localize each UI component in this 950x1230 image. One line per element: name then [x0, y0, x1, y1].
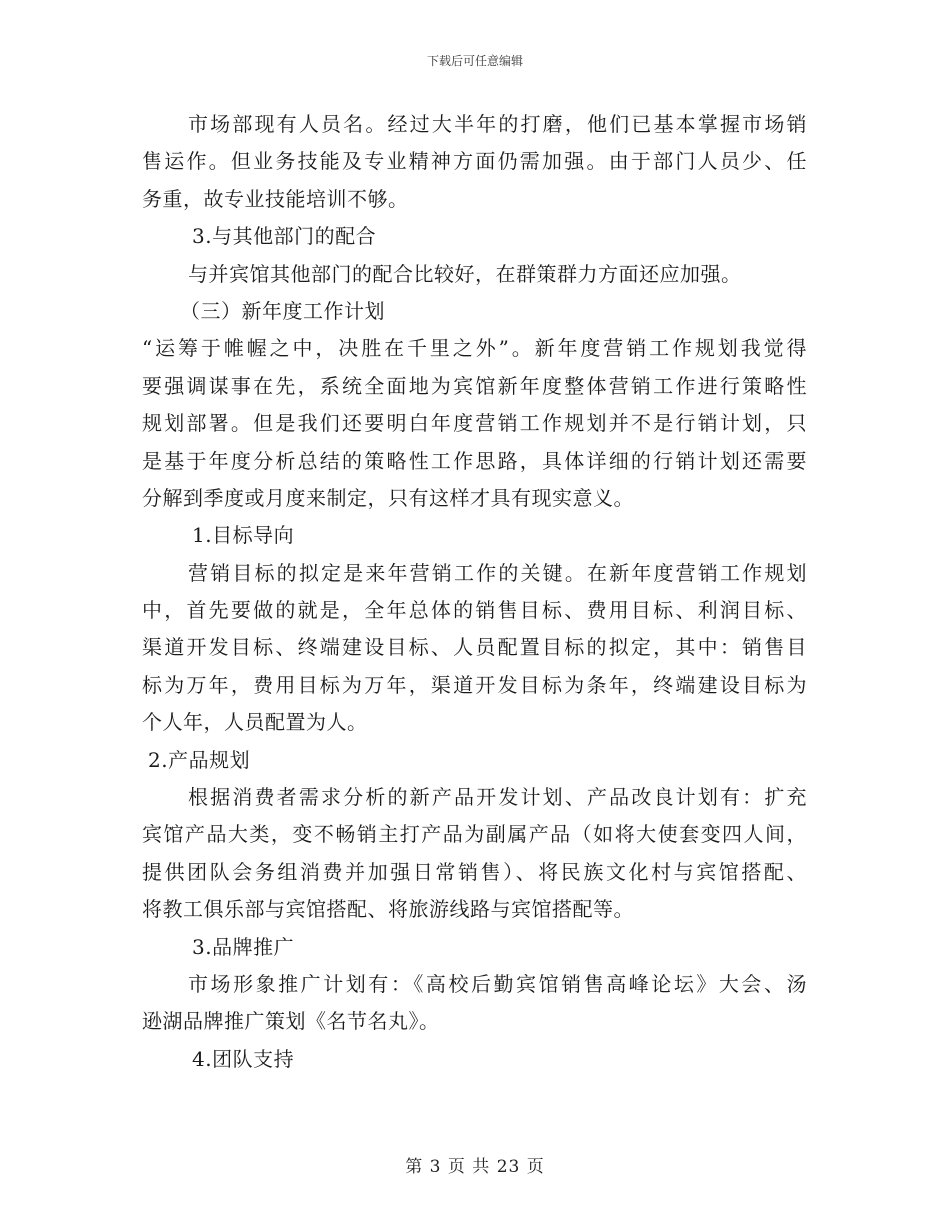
page-number: 第 3 页 共 23 页: [405, 1157, 545, 1177]
section-heading-3-brand: 3.品牌推广: [192, 934, 295, 959]
paragraph-line: 市场形象推广计划有：《高校后勤宾馆销售高峰论坛》大会、汤: [188, 971, 807, 996]
paragraph-line: 与并宾馆其他部门的配合比较好，在群策群力方面还应加强。: [188, 261, 742, 286]
section-heading-1: 1.目标导向: [192, 523, 295, 548]
paragraph-line: 宾馆产品大类，变不畅销主打产品为副属产品（如将大使套变四人间，: [142, 822, 807, 847]
document-body: [142, 106, 807, 1078]
paragraph-line: 将教工俱乐部与宾馆搭配、将旅游线路与宾馆搭配等。: [142, 897, 634, 922]
paragraph-line: 提供团队会务组消费并加强日常销售）、将民族文化村与宾馆搭配、: [142, 859, 807, 884]
section-heading-3: 3.与其他部门的配合: [192, 224, 377, 249]
paragraph-line: 售运作。但业务技能及专业精神方面仍需加强。由于部门人员少、任: [142, 149, 807, 174]
paragraph-line: “运筹于帷幄之中，决胜在千里之外”。新年度营销工作规划我觉得: [142, 336, 807, 361]
section-heading-new-year-plan: （三）新年度工作计划: [180, 298, 385, 323]
paragraph-line: 个人年，人员配置为人。: [142, 710, 368, 735]
paragraph-line: 是基于年度分析总结的策略性工作思路，具体详细的行销计划还需要: [142, 448, 807, 473]
paragraph-line: 渠道开发目标、终端建设目标、人员配置目标的拟定，其中：销售目: [142, 635, 807, 660]
section-heading-2: 2.产品规划: [148, 747, 251, 772]
paragraph-line: 务重，故专业技能培训不够。: [142, 186, 409, 211]
paragraph-line: 中，首先要做的就是，全年总体的销售目标、费用目标、利润目标、: [142, 598, 807, 623]
paragraph-line: 市场部现有人员名。经过大半年的打磨，他们已基本掌握市场销: [188, 112, 807, 136]
paragraph-line: 分解到季度或月度来制定，只有这样才具有现实意义。: [142, 485, 634, 510]
paragraph-line: 逊湖品牌推广策划《名节名丸》。: [142, 1009, 440, 1034]
paragraph-line: 根据消费者需求分析的新产品开发计划、产品改良计划有：扩充: [188, 785, 807, 810]
page-header-note: 下载后可任意编辑: [426, 54, 523, 68]
paragraph-line: 营销目标的拟定是来年营销工作的关键。在新年度营销工作规划: [188, 560, 807, 585]
paragraph-line: 要强调谋事在先，系统全面地为宾馆新年度整体营销工作进行策略性: [142, 373, 807, 398]
section-heading-4: 4.团队支持: [192, 1046, 295, 1071]
paragraph-line: 标为万年，费用目标为万年，渠道开发目标为条年，终端建设目标为: [142, 672, 807, 697]
paragraph-line: 规划部署。但是我们还要明白年度营销工作规划并不是行销计划，只: [142, 411, 807, 436]
